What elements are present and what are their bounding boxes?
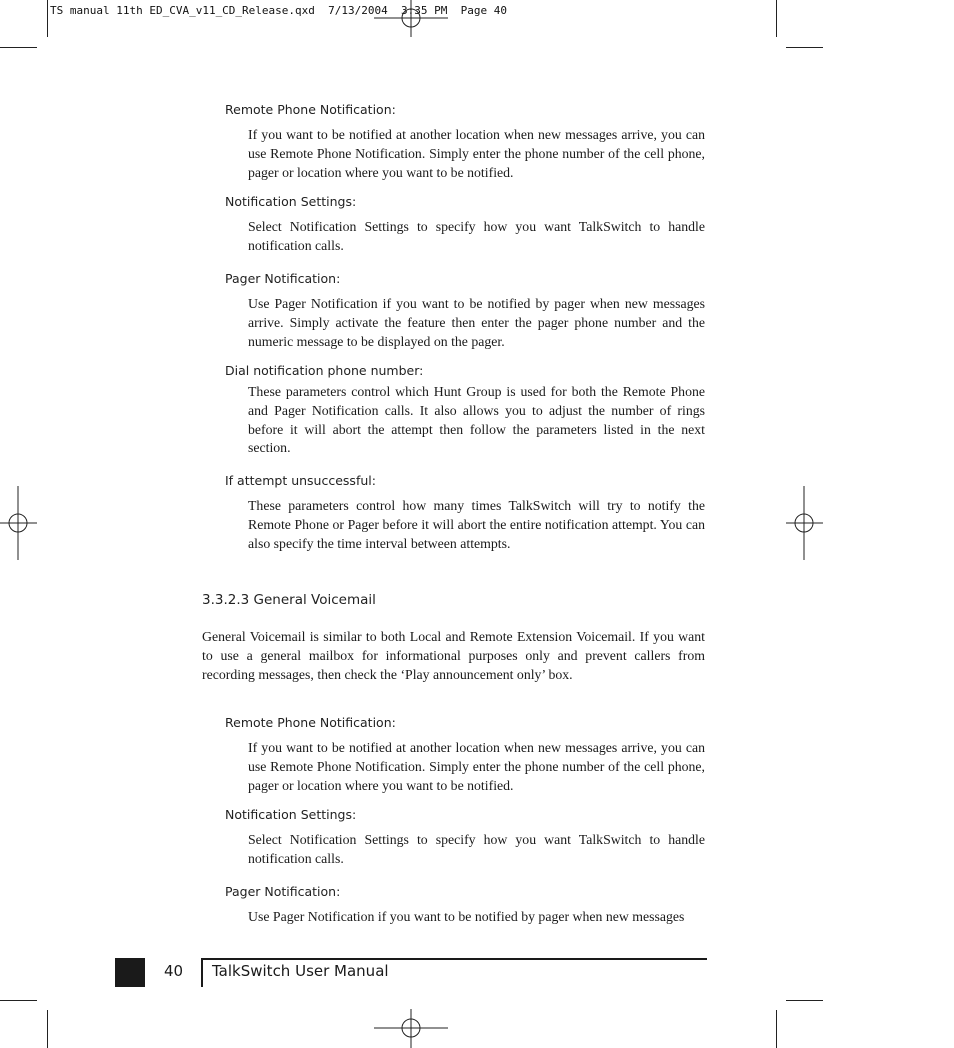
registration-mark-bottom [374, 1009, 450, 1048]
entry-heading: Remote Phone Notification: [225, 715, 396, 730]
section-intro: General Voicemail is similar to both Local and Remote Extension Voicemail. If you want to use a general mailbox for informational purposes only and prevent callers from recording messages, then check the ‘Play announcement only’ box. [202, 629, 705, 682]
entry-heading: Dial notification phone number: [225, 363, 424, 378]
entry-text: Select Notification Settings to specify how you want TalkSwitch to handle notification calls. [248, 219, 705, 253]
entry-heading: Pager Notification: [225, 271, 341, 286]
entry-text: Select Notification Settings to specify how you want TalkSwitch to handle notification calls. [248, 832, 705, 866]
entry-text: These parameters control which Hunt Group is used for both the Remote Phone and Pager Notification calls. It also allows you to adjust the number of rings before it will abort the attempt then follow the parameters listed in the next section. [248, 384, 705, 456]
footer-tab [115, 958, 145, 987]
entry-heading: Notification Settings: [225, 807, 357, 822]
entry-text: If you want to be notified at another location when new messages arrive, you can use Remote Phone Notification. Simply enter the phone number of the cell phone, pager or location where you want to be notified. [248, 740, 705, 793]
entry-text: Use Pager Notification if you want to be notified by pager when new messages [248, 909, 685, 924]
print-slug: TS manual 11th ED_CVA_v11_CD_Release.qxd 7/13/2004 3:35 PM Page 40 [50, 4, 507, 17]
entry-text: These parameters control how many times TalkSwitch will try to notify the Remote Phone or Pager before it will abort the entire notification attempt. You can also specify the time interval between attempts. [248, 498, 705, 551]
registration-mark-top [374, 0, 450, 38]
entry-heading: Notification Settings: [225, 194, 357, 209]
entry-heading: Remote Phone Notification: [225, 102, 396, 117]
entry-heading: Pager Notification: [225, 884, 341, 899]
page-number: 40 [164, 962, 184, 980]
footer-rule [201, 958, 707, 960]
entry-text: Use Pager Notification if you want to be notified by pager when new messages arrive. Simply activate the feature then enter the pager phone number and the numeric message to be displayed on the pager. [248, 296, 705, 349]
registration-mark-right [786, 486, 824, 562]
entry-text: If you want to be notified at another location when new messages arrive, you can use Remote Phone Notification. Simply enter the phone number of the cell phone, pager or location where you want to be notified. [248, 127, 705, 180]
registration-mark-left [0, 486, 38, 562]
entry-heading: If attempt unsuccessful: [225, 473, 376, 488]
footer-title: TalkSwitch User Manual [212, 962, 389, 980]
footer-divider [201, 958, 203, 987]
section-title: 3.3.2.3 General Voicemail [202, 592, 376, 608]
